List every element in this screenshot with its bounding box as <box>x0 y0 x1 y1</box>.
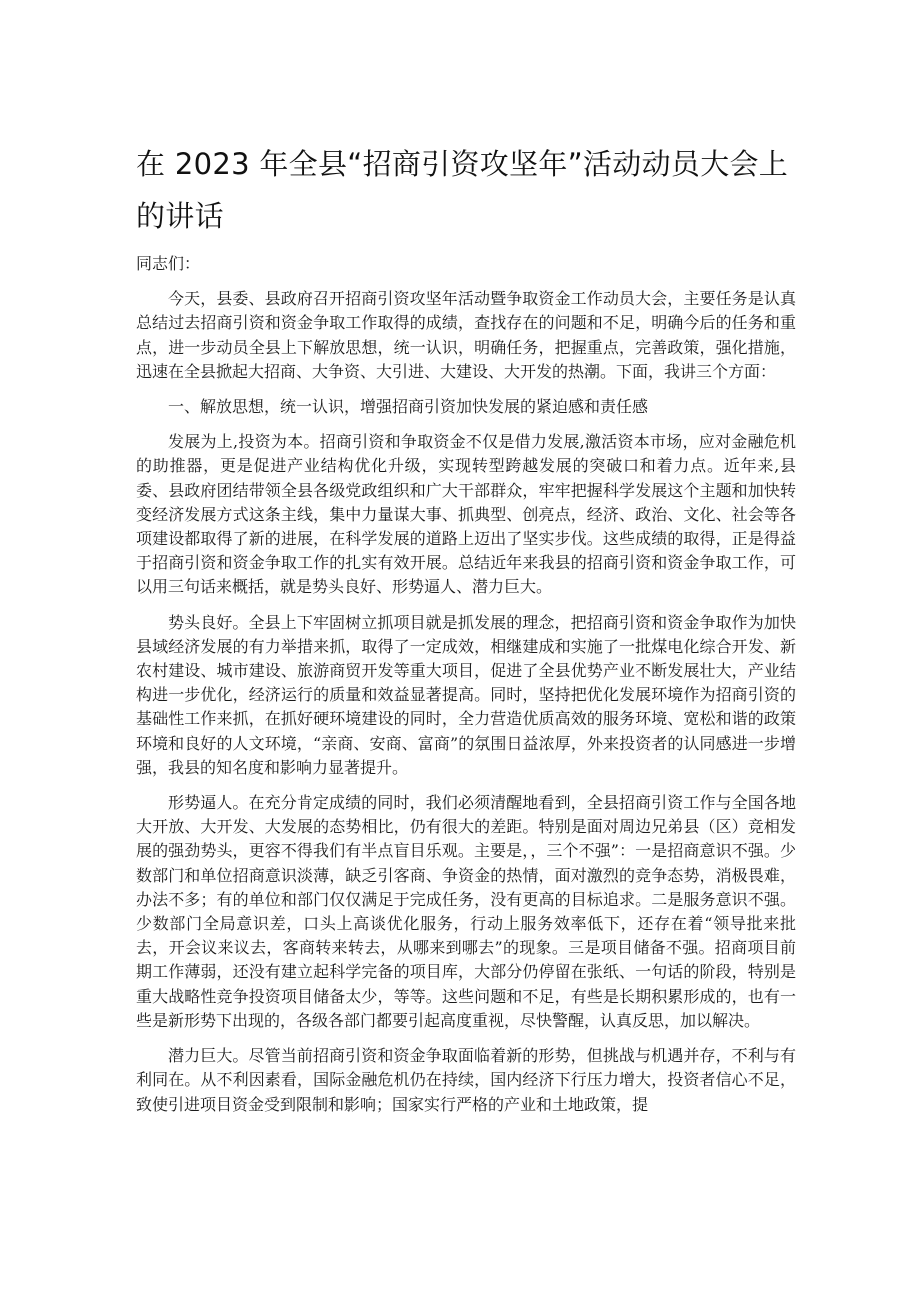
paragraph-pressing-situation: 形势逼人。在充分肯定成绩的同时，我们必须清醒地看到，全县招商引资工作与全国各地大开放、大开发、大发展的态势相比，仍有很大的差距。特别是面对周边兄弟县（区）竞相发展的强劲势头，更容不得我们有半点盲目乐观。主要是，，三个不强”：一是招商意识不强。少数部门和单位招商意识淡薄，缺乏引客商、争资金的热情，面对激烈的竞争态势，消极畏难，办法不多；有的单位和部门仅仅满足于完成任务，没有更高的目标追求。二是服务意识不强。少数部门全局意识差，口头上高谈优化服务，行动上服务效率低下，还存在着“领导批来批去，开会议来议去，客商转来转去，从哪来到哪去”的现象。三是项目储备不强。招商项目前期工作薄弱，还没有建立起科学完备的项目库，大部分仍停留在张纸、一句话的阶段，特别是重大战略性竞争投资项目储备太少，等等。这些问题和不足，有些是长期积累形成的，也有一些是新形势下出现的，各级各部门都要引起高度重视，尽快警醒，认真反思，加以解决。 <box>136 793 796 1030</box>
paragraph-good-momentum: 势头良好。全县上下牢固树立抓项目就是抓发展的理念，把招商引资和资金争取作为加快县域经济发展的有力举措来抓，取得了一定成效，相继建成和实施了一批煤电化综合开发、新农村建设、城市建设、旅游商贸开发等重大项目，促进了全县优势产业不断发展壮大，产业结构进一步优化，经济运行的质量和效益显著提高。同时，坚持把优化发展环境作为招商引资的基础性工作来抓，在抓好硬环境建设的同时，全力营造优质高效的服务环境、宽松和谐的政策环境和良好的人文环境，“亲商、安商、富商”的氛围日益浓厚，外来投资者的认同感进一步增强，我县的知名度和影响力显著提升。 <box>136 612 796 777</box>
paragraph-great-potential: 潜力巨大。尽管当前招商引资和资金争取面临着新的形势，但挑战与机遇并存，不利与有利同在。从不利因素看，国际金融危机仍在持续，国内经济下行压力增大，投资者信心不足，致使引进项目资金受到限制和影响；国家实行严格的产业和土地政策，提 <box>136 1046 796 1114</box>
paragraph-intro: 今天，县委、县政府召开招商引资攻坚年活动暨争取资金工作动员大会，主要任务是认真总结过去招商引资和资金争取工作取得的成绩，查找存在的问题和不足，明确今后的任务和重点，进一步动员全县上下解放思想，统一认识，明确任务，把握重点，完善政策，强化措施，迅速在全县掀起大招商、大争资、大引进、大建设、大开发的热潮。下面，我讲三个方面： <box>136 289 796 381</box>
salutation: 同志们： <box>136 254 201 273</box>
document-body <box>136 252 796 1128</box>
paragraph-development: 发展为上,投资为本。招商引资和争取资金不仅是借力发展,激活资本市场，应对金融危机的助推器，更是促进产业结构优化升级，实现转型跨越发展的突破口和着力点。近年来,县委、县政府团结带领全县各级党政组织和广大干部群众，牢牢把握科学发展这个主题和加快转变经济发展方式这条主线，集中力量谋大事、抓典型、创亮点，经济、政治、文化、社会等各项建设都取得了新的进展，在科学发展的道路上迈出了坚实步伐。这些成绩的取得，正是得益于招商引资和资金争取工作的扎实有效开展。总结近年来我县的招商引资和资金争取工作，可以用三句话来概括，就是势头良好、形势逼人、潜力巨大。 <box>136 432 796 597</box>
section-heading-1: 一、解放思想，统一认识，增强招商引资加快发展的紧迫感和责任感 <box>168 397 649 417</box>
document-title: 在 2023 年全县“招商引资攻坚年”活动动员大会上的讲话 <box>136 147 789 233</box>
